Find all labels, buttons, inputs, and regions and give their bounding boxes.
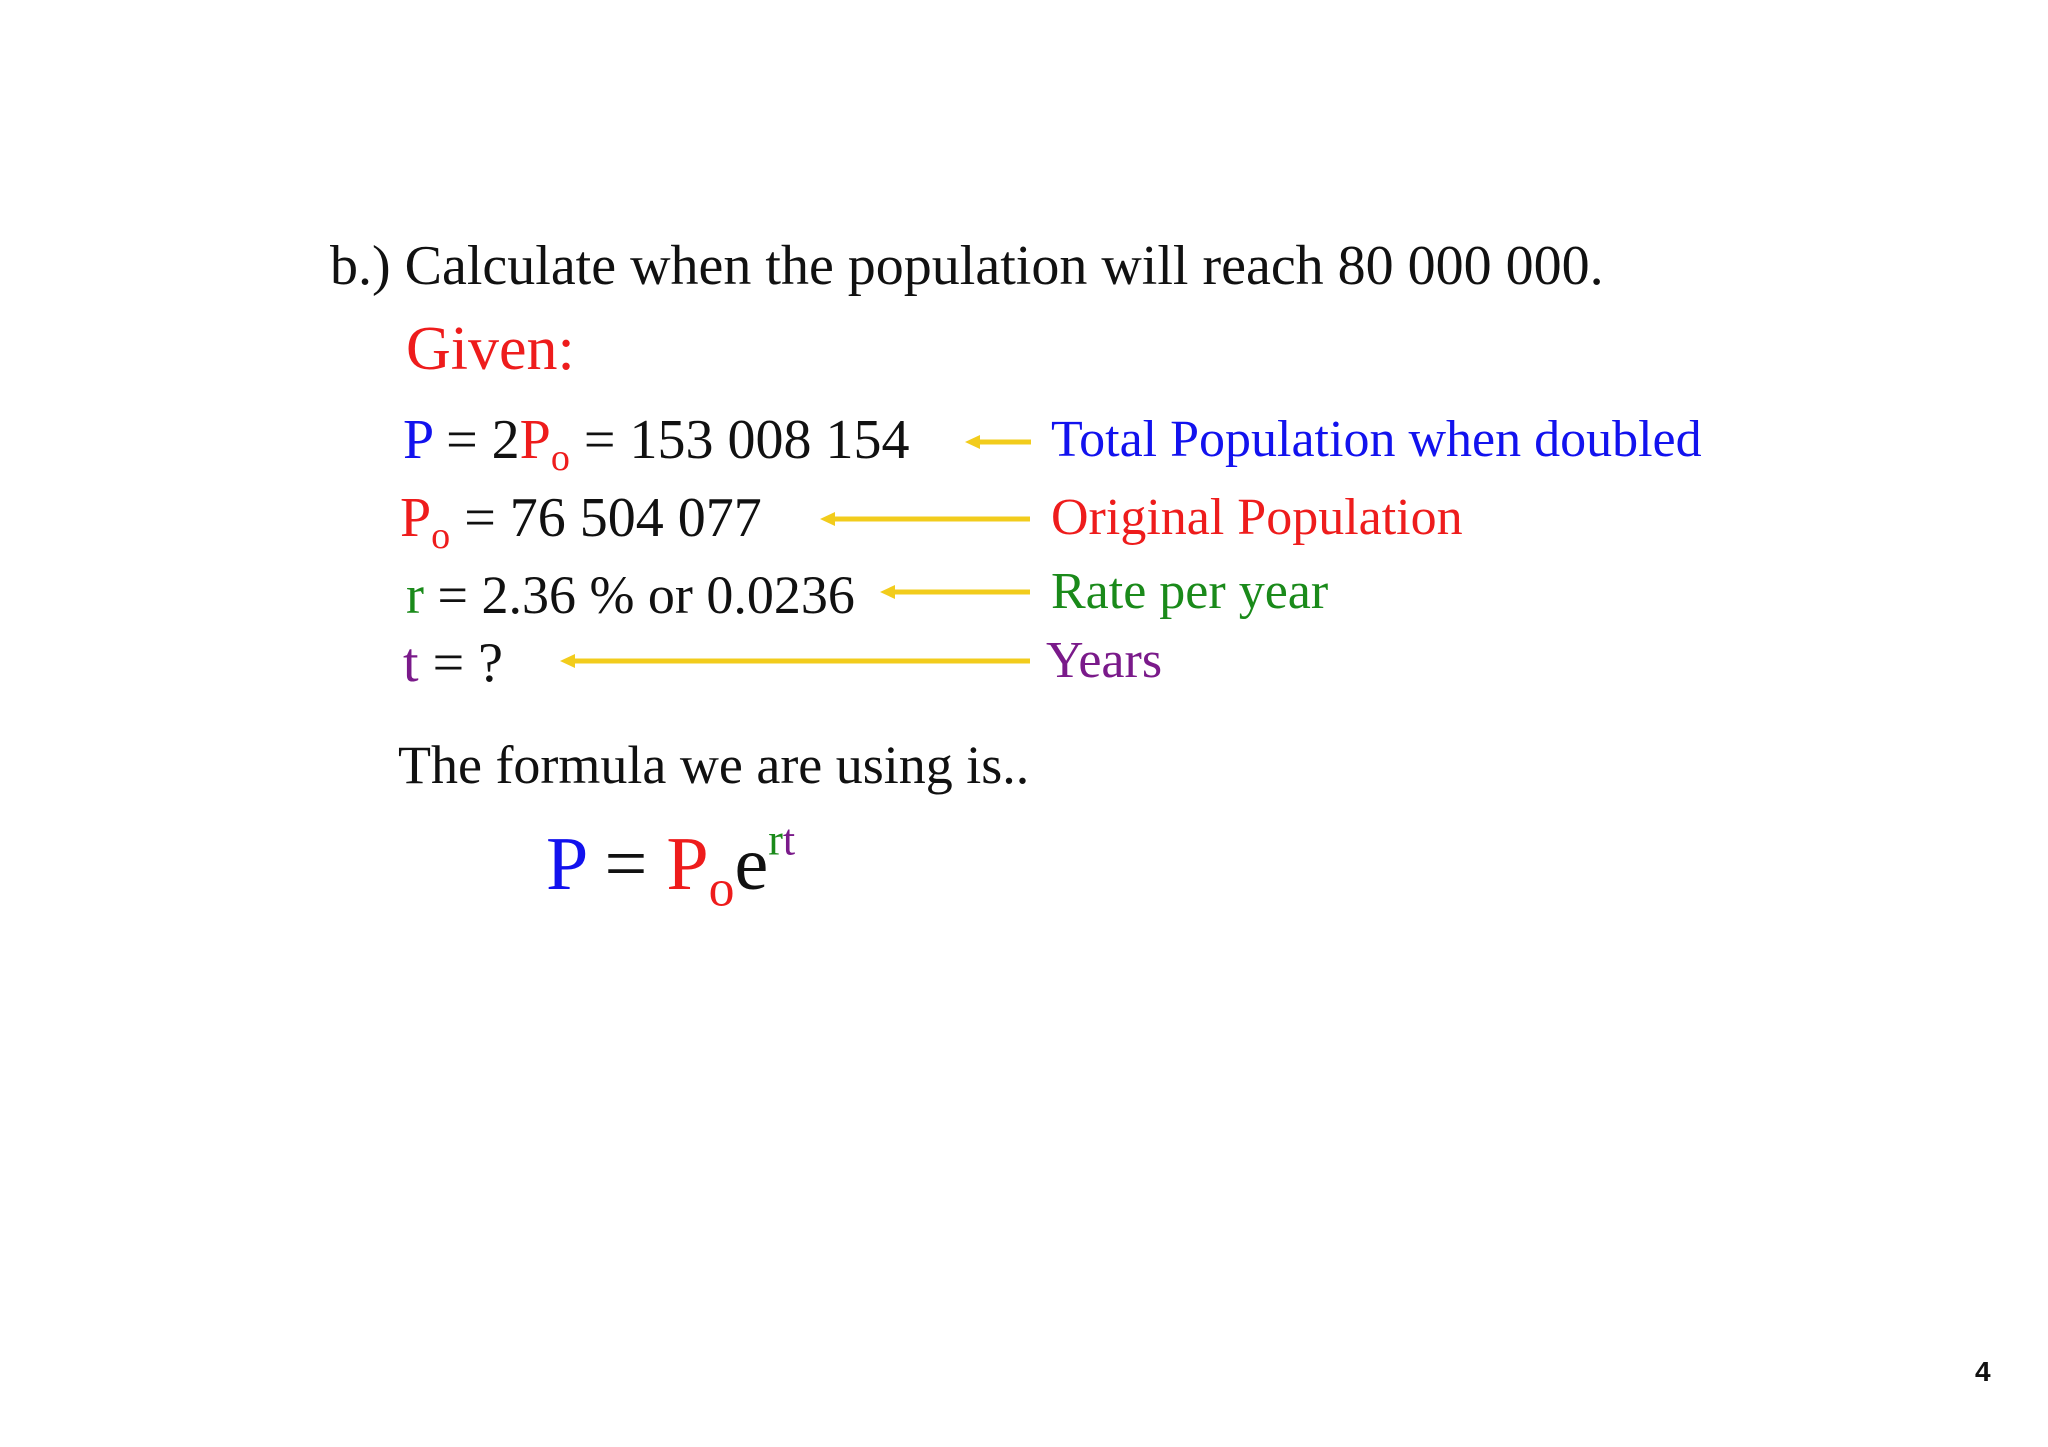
formula-exponent bbox=[768, 816, 795, 865]
rate-value: = 2.36 % or 0.0236 bbox=[423, 565, 855, 625]
formula-exponent-t: t bbox=[782, 815, 796, 865]
arrow-left-icon bbox=[560, 651, 1032, 671]
var-r: r bbox=[406, 565, 424, 625]
description-total-population: Total Population when doubled bbox=[1051, 411, 1702, 468]
formula-subscript-o: o bbox=[708, 860, 735, 918]
page-number: 4 bbox=[1975, 1356, 1991, 1387]
description-original-population: Original Population bbox=[1051, 489, 1463, 546]
var-p: P bbox=[403, 409, 433, 471]
subscript-o: o bbox=[550, 437, 570, 480]
var-p-original: $P_o$ bbox=[400, 487, 451, 558]
given-total-population-equation bbox=[403, 409, 910, 480]
given-rate-equation bbox=[406, 565, 855, 625]
question-text: b.) Calculate when the population will reach 80 000 000. bbox=[330, 235, 1604, 297]
description-years: Years bbox=[1046, 632, 1163, 689]
formula-e: e bbox=[734, 822, 769, 906]
formula-intro-text: The formula we are using is.. bbox=[398, 735, 1030, 795]
given-label: Given: bbox=[406, 315, 575, 383]
formula bbox=[546, 815, 796, 918]
var-t: t bbox=[403, 632, 419, 694]
formula-equals: = bbox=[585, 822, 667, 906]
arrow-left-icon bbox=[965, 432, 1033, 452]
subscript-o: o bbox=[431, 515, 451, 558]
formula-exponent-r: r bbox=[768, 815, 783, 865]
time-value: = ? bbox=[418, 632, 503, 694]
description-rate: Rate per year bbox=[1051, 563, 1329, 620]
equals-two: = 2 bbox=[432, 409, 520, 471]
given-original-population-equation bbox=[400, 487, 762, 558]
arrow-left-icon bbox=[880, 582, 1032, 602]
original-population-value: = 76 504 077 bbox=[450, 487, 762, 549]
arrow-left-icon bbox=[820, 509, 1032, 529]
given-time-equation bbox=[403, 632, 503, 694]
formula-lhs-p: P bbox=[546, 822, 586, 906]
total-population-value: = 153 008 154 bbox=[569, 409, 910, 471]
formula-p-original: $P_o$ bbox=[666, 822, 735, 918]
var-p-original-ref: $P_o$ bbox=[519, 409, 570, 480]
